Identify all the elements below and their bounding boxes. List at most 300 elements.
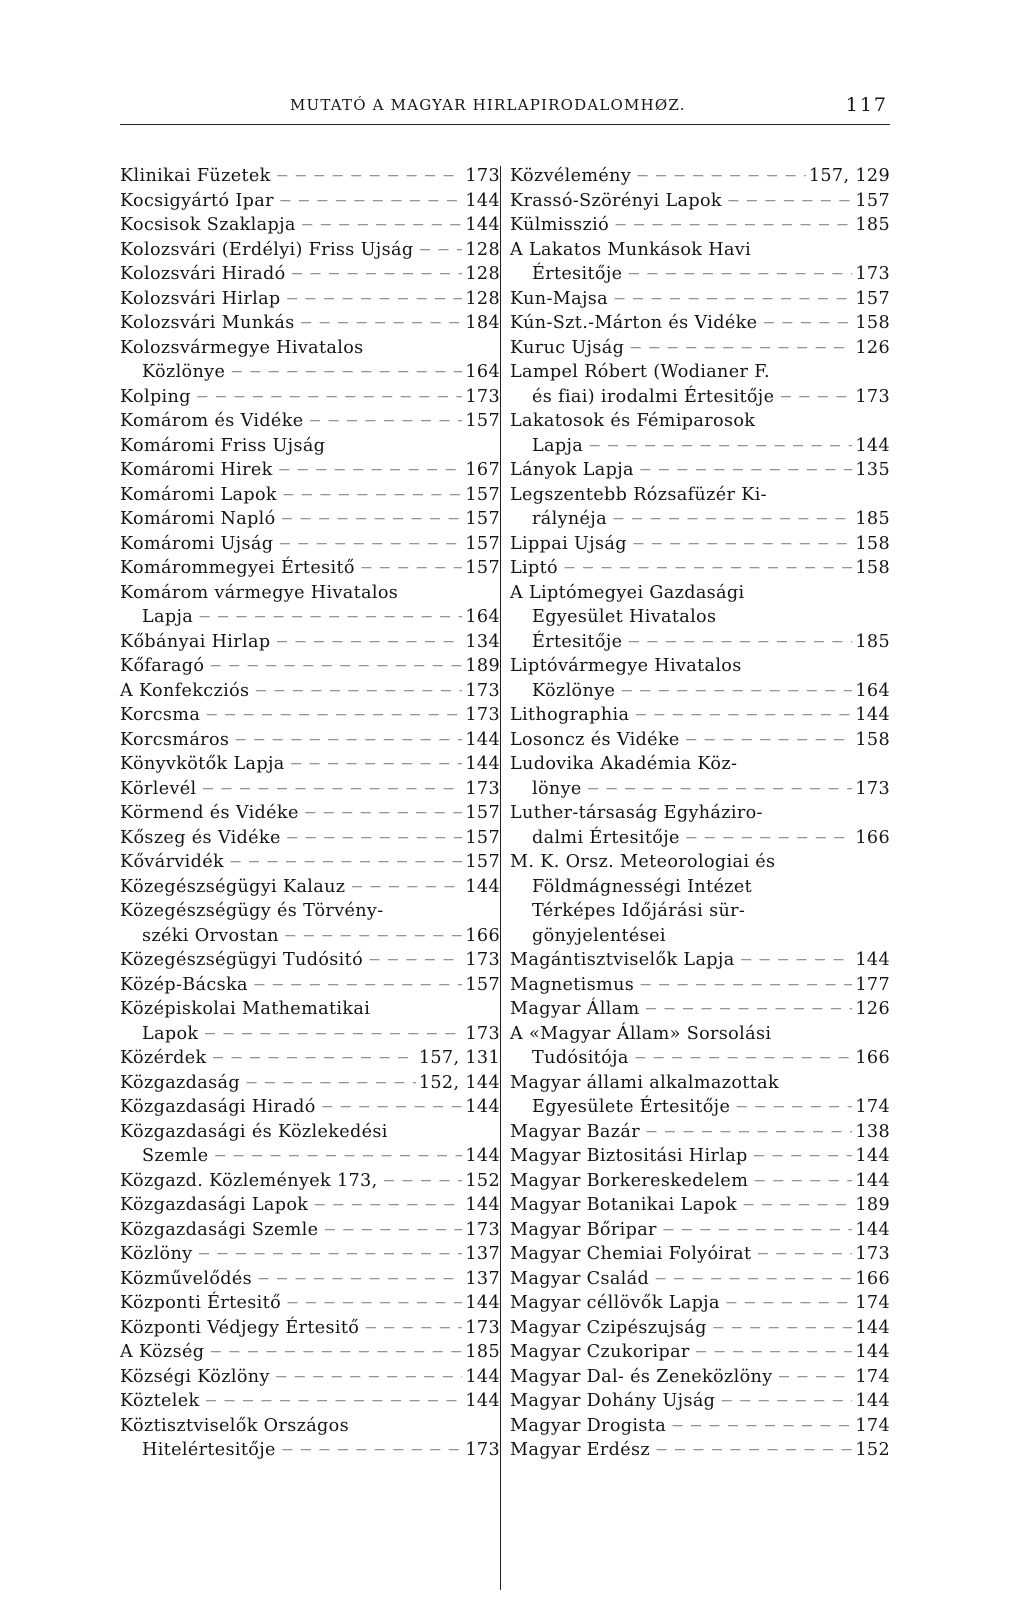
entry-title: A «Magyar Állam» Sorsolási (510, 1023, 772, 1044)
entry-title: Körmend és Vidéke (120, 803, 299, 823)
entry-page: 157 (465, 484, 500, 505)
index-entry (510, 581, 890, 606)
index-entry (120, 1022, 500, 1047)
entry-title: Kővárvidék (120, 852, 224, 872)
entry-page: 144 (855, 950, 890, 970)
entry-page: 166 (465, 925, 500, 946)
dot-leader (204, 1022, 462, 1047)
dot-leader (613, 507, 852, 532)
entry-title: Lapja (142, 607, 194, 627)
index-entry (510, 1291, 890, 1316)
entry-page: 157 (465, 558, 500, 578)
entry-page: 144 (465, 1366, 500, 1387)
entry-page: 128 (465, 264, 500, 284)
entry-title: Korcsma (120, 705, 201, 725)
index-entry (120, 875, 500, 900)
index-entry (510, 434, 890, 459)
index-entry (510, 262, 890, 287)
dot-leader (761, 409, 887, 434)
dot-leader (213, 1046, 416, 1071)
index-entry (510, 385, 890, 410)
entry-page: 173 (465, 1219, 500, 1240)
entry-page: 173 (465, 1317, 500, 1338)
index-entry (510, 826, 890, 851)
entry-title: Könyvkötők Lapja (120, 754, 285, 774)
index-entry (120, 458, 500, 483)
entry-title: Kőszeg és Vidéke (120, 827, 281, 848)
dot-leader (277, 164, 463, 189)
entry-title: Egyesület Hivatalos (532, 607, 717, 627)
index-entry (120, 287, 500, 312)
entry-page: 157, 129 (808, 166, 890, 186)
entry-title: Kun-Majsa (510, 288, 608, 309)
entry-title: Középiskolai Mathematikai (120, 999, 371, 1019)
dot-leader (713, 1316, 853, 1341)
dot-leader (588, 777, 853, 802)
index-entry (120, 164, 500, 189)
index-entry (120, 385, 500, 410)
dot-leader (615, 213, 852, 238)
index-entry (120, 679, 500, 704)
entry-page: 126 (855, 337, 890, 358)
dot-leader (722, 605, 887, 630)
entry-page: 189 (465, 656, 500, 676)
entry-title: Lapok (142, 1023, 199, 1044)
entry-page: 185 (855, 215, 890, 235)
entry-title: Korcsmáros (120, 729, 230, 750)
entry-page: 164 (465, 362, 500, 382)
entry-page: 157 (855, 288, 890, 309)
dot-leader (630, 336, 852, 361)
dot-leader (726, 1291, 853, 1316)
index-entry (510, 1120, 890, 1145)
index-column-left (120, 164, 500, 1463)
entry-title: Közgazdasági és Közlekedési (120, 1121, 388, 1142)
index-entry (510, 703, 890, 728)
entry-page: 174 (855, 1366, 890, 1387)
entry-title: Losoncz és Vidéke (510, 729, 680, 750)
index-entry (120, 1242, 500, 1267)
index-entry (510, 336, 890, 361)
dot-leader (635, 703, 852, 728)
dot-leader (322, 1095, 463, 1120)
dot-leader (199, 605, 462, 630)
entry-page: 157, 131 (418, 1048, 500, 1068)
entry-page: 144 (465, 754, 500, 774)
dot-leader (637, 164, 806, 189)
index-entry (120, 997, 500, 1022)
entry-page: 134 (465, 631, 500, 652)
index-entry (510, 1046, 890, 1071)
entry-title: Komáromi Friss Ujság (120, 435, 326, 456)
entry-page: 173 (465, 705, 500, 725)
index-entry (510, 360, 890, 385)
dot-leader (361, 556, 463, 581)
entry-page: 189 (855, 1195, 890, 1215)
entry-page: 144 (465, 729, 500, 750)
entry-title: Közérdek (120, 1048, 207, 1068)
index-entry (120, 311, 500, 336)
entry-title: Kuruc Ujság (510, 337, 625, 358)
entry-title: Közgazdasági Szemle (120, 1219, 319, 1240)
dot-leader (276, 1365, 463, 1390)
entry-page: 173 (465, 386, 500, 407)
index-entry (510, 1071, 890, 1096)
index-entry (510, 630, 890, 655)
entry-title: Klinikai Füzetek (120, 166, 271, 186)
entry-title: Központi Értesitő (120, 1293, 282, 1313)
entry-page: 144 (855, 435, 890, 456)
entry-page: 185 (855, 631, 890, 652)
index-entry (510, 458, 890, 483)
entry-title: Komáromi Napló (120, 509, 276, 529)
index-entry (120, 1267, 500, 1292)
index-column-right (510, 164, 890, 1463)
entry-title: Komárommegyei Értesitő (120, 558, 355, 578)
entry-title: Kún-Szt.-Márton és Vidéke (510, 313, 758, 333)
dot-leader (696, 1340, 853, 1365)
dot-leader (291, 752, 463, 777)
index-entry (120, 1414, 500, 1439)
entry-page: 152, 144 (418, 1072, 500, 1093)
index-entry (120, 336, 500, 361)
index-entry (510, 287, 890, 312)
entry-page: 173 (465, 1440, 500, 1460)
index-entry (120, 924, 500, 949)
dot-leader (672, 924, 887, 949)
dot-leader (324, 1218, 462, 1243)
index-entry (120, 1071, 500, 1096)
index-entry (510, 1193, 890, 1218)
index-entry (120, 213, 500, 238)
entry-title: Magyar Bazár (510, 1121, 640, 1142)
index-entry (120, 703, 500, 728)
dot-leader (640, 973, 852, 998)
index-entry (510, 1095, 890, 1120)
entry-title: Földmágnességi Intézet (532, 876, 753, 897)
dot-leader (780, 385, 852, 410)
entry-page: 185 (465, 1342, 500, 1362)
entry-page: 157 (465, 411, 500, 431)
index-entry (510, 924, 890, 949)
dot-leader (246, 1071, 416, 1096)
entry-title: Liptóvármegye Hivatalos (510, 656, 742, 676)
entry-title: Kolozsvári Hiradó (120, 264, 286, 284)
index-entry (120, 630, 500, 655)
dot-leader (754, 1144, 853, 1169)
index-entry (510, 899, 890, 924)
entry-title: Térképes Időjárási sür- (532, 901, 746, 921)
index-entry (120, 1291, 500, 1316)
index-entry (120, 238, 500, 263)
entry-page: 173 (465, 166, 500, 186)
entry-page: 174 (855, 1293, 890, 1313)
entry-page: 167 (465, 460, 500, 480)
dot-leader (206, 1389, 463, 1414)
entry-page: 173 (465, 680, 500, 701)
index-entry (510, 1389, 890, 1414)
entry-page: 144 (465, 215, 500, 235)
entry-title: Köztisztviselők Országos (120, 1415, 349, 1436)
entry-page: 144 (465, 1195, 500, 1215)
dot-leader (663, 1218, 853, 1243)
entry-page: 157 (465, 803, 500, 823)
dot-leader (781, 850, 887, 875)
dot-leader (301, 311, 463, 336)
entry-title: Szemle (142, 1146, 209, 1166)
index-entry (510, 213, 890, 238)
dot-leader (258, 1267, 462, 1292)
index-entry (510, 1218, 890, 1243)
dot-leader (748, 654, 887, 679)
index-entry (510, 1316, 890, 1341)
entry-title: Lányok Lapja (510, 460, 634, 480)
entry-title: A Konfekcziós (120, 680, 250, 701)
entry-title: Magnetismus (510, 974, 635, 995)
entry-page: 173 (855, 778, 890, 799)
index-entry (120, 409, 500, 434)
entry-page: 173 (855, 264, 890, 284)
dot-leader (589, 434, 852, 459)
entry-page: 144 (465, 190, 500, 211)
entry-title: Központi Védjegy Értesitő (120, 1317, 360, 1338)
entry-page: 166 (855, 1048, 890, 1068)
entry-page: 137 (465, 1244, 500, 1264)
index-entry (120, 948, 500, 973)
dot-leader (686, 728, 853, 753)
dot-leader (285, 924, 463, 949)
entry-title: Közlönye (532, 680, 616, 701)
entry-title: dalmi Értesitője (532, 827, 680, 848)
dot-leader (305, 801, 463, 826)
dot-leader (785, 1071, 887, 1096)
entry-title: Magyar Czipészujság (510, 1317, 707, 1338)
entry-title: Komáromi Lapok (120, 484, 277, 505)
entry-title: Közegészségügy és Törvény- (120, 901, 384, 921)
entry-page: 128 (465, 288, 500, 309)
entry-title: Ludovika Akadémia Köz- (510, 754, 738, 774)
index-entry (510, 483, 890, 508)
dot-leader (231, 360, 462, 385)
dot-leader (635, 1046, 853, 1071)
index-entry (510, 948, 890, 973)
entry-title: Magyar állami alkalmazottak (510, 1072, 780, 1093)
entry-title: A Liptómegyei Gazdasági (510, 582, 745, 603)
index-entry (120, 1169, 500, 1194)
dot-leader (419, 238, 462, 263)
dot-leader (757, 1242, 852, 1267)
dot-leader (741, 948, 853, 973)
index-entry (120, 1046, 500, 1071)
entry-page: 157 (465, 974, 500, 995)
index-entry (510, 752, 890, 777)
index-entry (120, 973, 500, 998)
dot-leader (628, 262, 852, 287)
page-number: 117 (845, 94, 888, 116)
dot-leader (743, 752, 887, 777)
index-entry (510, 1022, 890, 1047)
entry-title: és fiai) irodalmi Értesitője (532, 386, 775, 407)
index-entry (510, 728, 890, 753)
dot-leader (621, 679, 852, 704)
index-entry (510, 1340, 890, 1365)
entry-title: Kocsisok Szaklapja (120, 215, 296, 235)
entry-title: Magyar Drogista (510, 1415, 667, 1436)
entry-page: 157 (465, 852, 500, 872)
entry-title: Lampel Róbert (Wodianer F. (510, 362, 770, 382)
dot-leader (751, 899, 887, 924)
dot-leader (763, 311, 852, 336)
entry-title: Közlöny (120, 1244, 193, 1264)
dot-leader (355, 1414, 497, 1439)
dot-leader (769, 801, 887, 826)
entry-title: Közegészségügyi Tudósitó (120, 950, 364, 970)
dot-leader (276, 630, 462, 655)
index-entry (120, 262, 500, 287)
entry-page: 184 (465, 313, 500, 333)
index-entry (510, 875, 890, 900)
entry-page: 144 (855, 1219, 890, 1240)
entry-title: Magyar Botanikai Lapok (510, 1195, 737, 1215)
entry-title: Közgazdasági Hiradó (120, 1097, 316, 1117)
entry-page: 128 (465, 239, 500, 260)
index-entry (510, 189, 890, 214)
dot-leader (743, 1193, 852, 1218)
entry-page: 185 (855, 509, 890, 529)
entry-title: Magyar Család (510, 1268, 650, 1289)
entry-page: 137 (465, 1268, 500, 1289)
dot-leader (757, 238, 887, 263)
entry-title: Krassó-Szörényi Lapok (510, 190, 722, 211)
index-entry (510, 1144, 890, 1169)
entry-title: Magyar Bőripar (510, 1219, 657, 1240)
dot-leader (309, 409, 462, 434)
entry-title: lönye (532, 778, 582, 799)
entry-title: Lakatosok és Fémiparosok (510, 411, 756, 431)
entry-page: 173 (855, 1244, 890, 1264)
dot-leader (564, 556, 852, 581)
entry-title: Magántisztviselők Lapja (510, 950, 735, 970)
dot-leader (646, 1120, 852, 1145)
entry-page: 158 (855, 729, 890, 750)
index-entry (510, 556, 890, 581)
dot-leader (280, 189, 463, 214)
index-entry (120, 850, 500, 875)
entry-title: Luther-társaság Egyháziro- (510, 803, 763, 823)
column-divider (500, 166, 501, 1590)
dot-leader (404, 581, 497, 606)
dot-leader (656, 1438, 852, 1463)
index-entry (510, 850, 890, 875)
index-entry (510, 507, 890, 532)
entry-page: 144 (855, 705, 890, 725)
entry-page: 166 (855, 827, 890, 848)
index-entry (120, 801, 500, 826)
dot-leader (287, 1291, 462, 1316)
dot-leader (686, 826, 853, 851)
index-entry (510, 605, 890, 630)
entry-page: 173 (465, 950, 500, 970)
dot-leader (736, 1095, 852, 1120)
dot-leader (254, 973, 463, 998)
index-entry (510, 801, 890, 826)
dot-leader (758, 875, 887, 900)
entry-page: 158 (855, 533, 890, 554)
entry-page: 177 (855, 974, 890, 995)
entry-title: gönyjelentései (532, 925, 666, 946)
index-entry (510, 654, 890, 679)
index-entry (120, 1389, 500, 1414)
entry-page: 152 (855, 1440, 890, 1460)
entry-page: 152 (465, 1170, 500, 1191)
header-title: MUTATÓ A MAGYAR HIRLAPIRODALOMHØZ. (290, 96, 686, 114)
index-entry (120, 189, 500, 214)
dot-leader (230, 850, 462, 875)
entry-page: 144 (465, 1293, 500, 1313)
entry-page: 144 (855, 1170, 890, 1191)
dot-leader (773, 483, 887, 508)
entry-title: Kolozsvári Hirlap (120, 288, 281, 309)
entry-title: Magyar Chemiai Folyóirat (510, 1244, 752, 1264)
index-entry (120, 483, 500, 508)
entry-title: A Község (120, 1342, 205, 1362)
index-entry (120, 826, 500, 851)
entry-title: Kolozsvári (Erdélyi) Friss Ujság (120, 239, 414, 260)
entry-title: Közegészségügyi Kalauz (120, 876, 346, 897)
entry-title: rálynéja (532, 509, 607, 529)
entry-title: Közművelődés (120, 1268, 253, 1289)
entry-title: Magyar Biztositási Hirlap (510, 1146, 748, 1166)
dot-leader (672, 1414, 852, 1439)
entry-title: Lapja (532, 435, 584, 456)
entry-title: Értesitője (532, 631, 623, 652)
entry-title: Magyar Dohány Ujság (510, 1391, 716, 1411)
index-entry (510, 164, 890, 189)
index-entry (120, 1340, 500, 1365)
dot-leader (302, 213, 463, 238)
index-entry (120, 1218, 500, 1243)
dot-leader (384, 1169, 463, 1194)
dot-leader (750, 581, 887, 606)
index-entry (510, 1365, 890, 1390)
index-entry (120, 556, 500, 581)
dot-leader (365, 1316, 462, 1341)
entry-title: Kocsigyártó Ipar (120, 190, 274, 211)
entry-title: Komárom vármegye Hivatalos (120, 582, 399, 603)
dot-leader (390, 899, 497, 924)
index-entry (510, 679, 890, 704)
index-entry (510, 311, 890, 336)
entry-title: Magyar Czukoripar (510, 1342, 690, 1362)
index-entry (120, 1316, 500, 1341)
entry-title: Legszentebb Rózsafüzér Ki- (510, 484, 767, 505)
entry-title: Kőfaragó (120, 656, 205, 676)
entry-page: 144 (855, 1342, 890, 1362)
index-entry (510, 777, 890, 802)
entry-page: 157 (855, 190, 890, 211)
entry-page: 158 (855, 313, 890, 333)
entry-title: Köztelek (120, 1391, 200, 1411)
index-entry (120, 1120, 500, 1145)
dot-leader (614, 287, 852, 312)
index-entry (120, 605, 500, 630)
entry-page: 173 (465, 1023, 500, 1044)
dot-leader (777, 1022, 887, 1047)
entry-page: 174 (855, 1415, 890, 1436)
dot-leader (370, 336, 497, 361)
entry-title: Közgazdasági Lapok (120, 1195, 309, 1215)
dot-leader (351, 875, 462, 900)
